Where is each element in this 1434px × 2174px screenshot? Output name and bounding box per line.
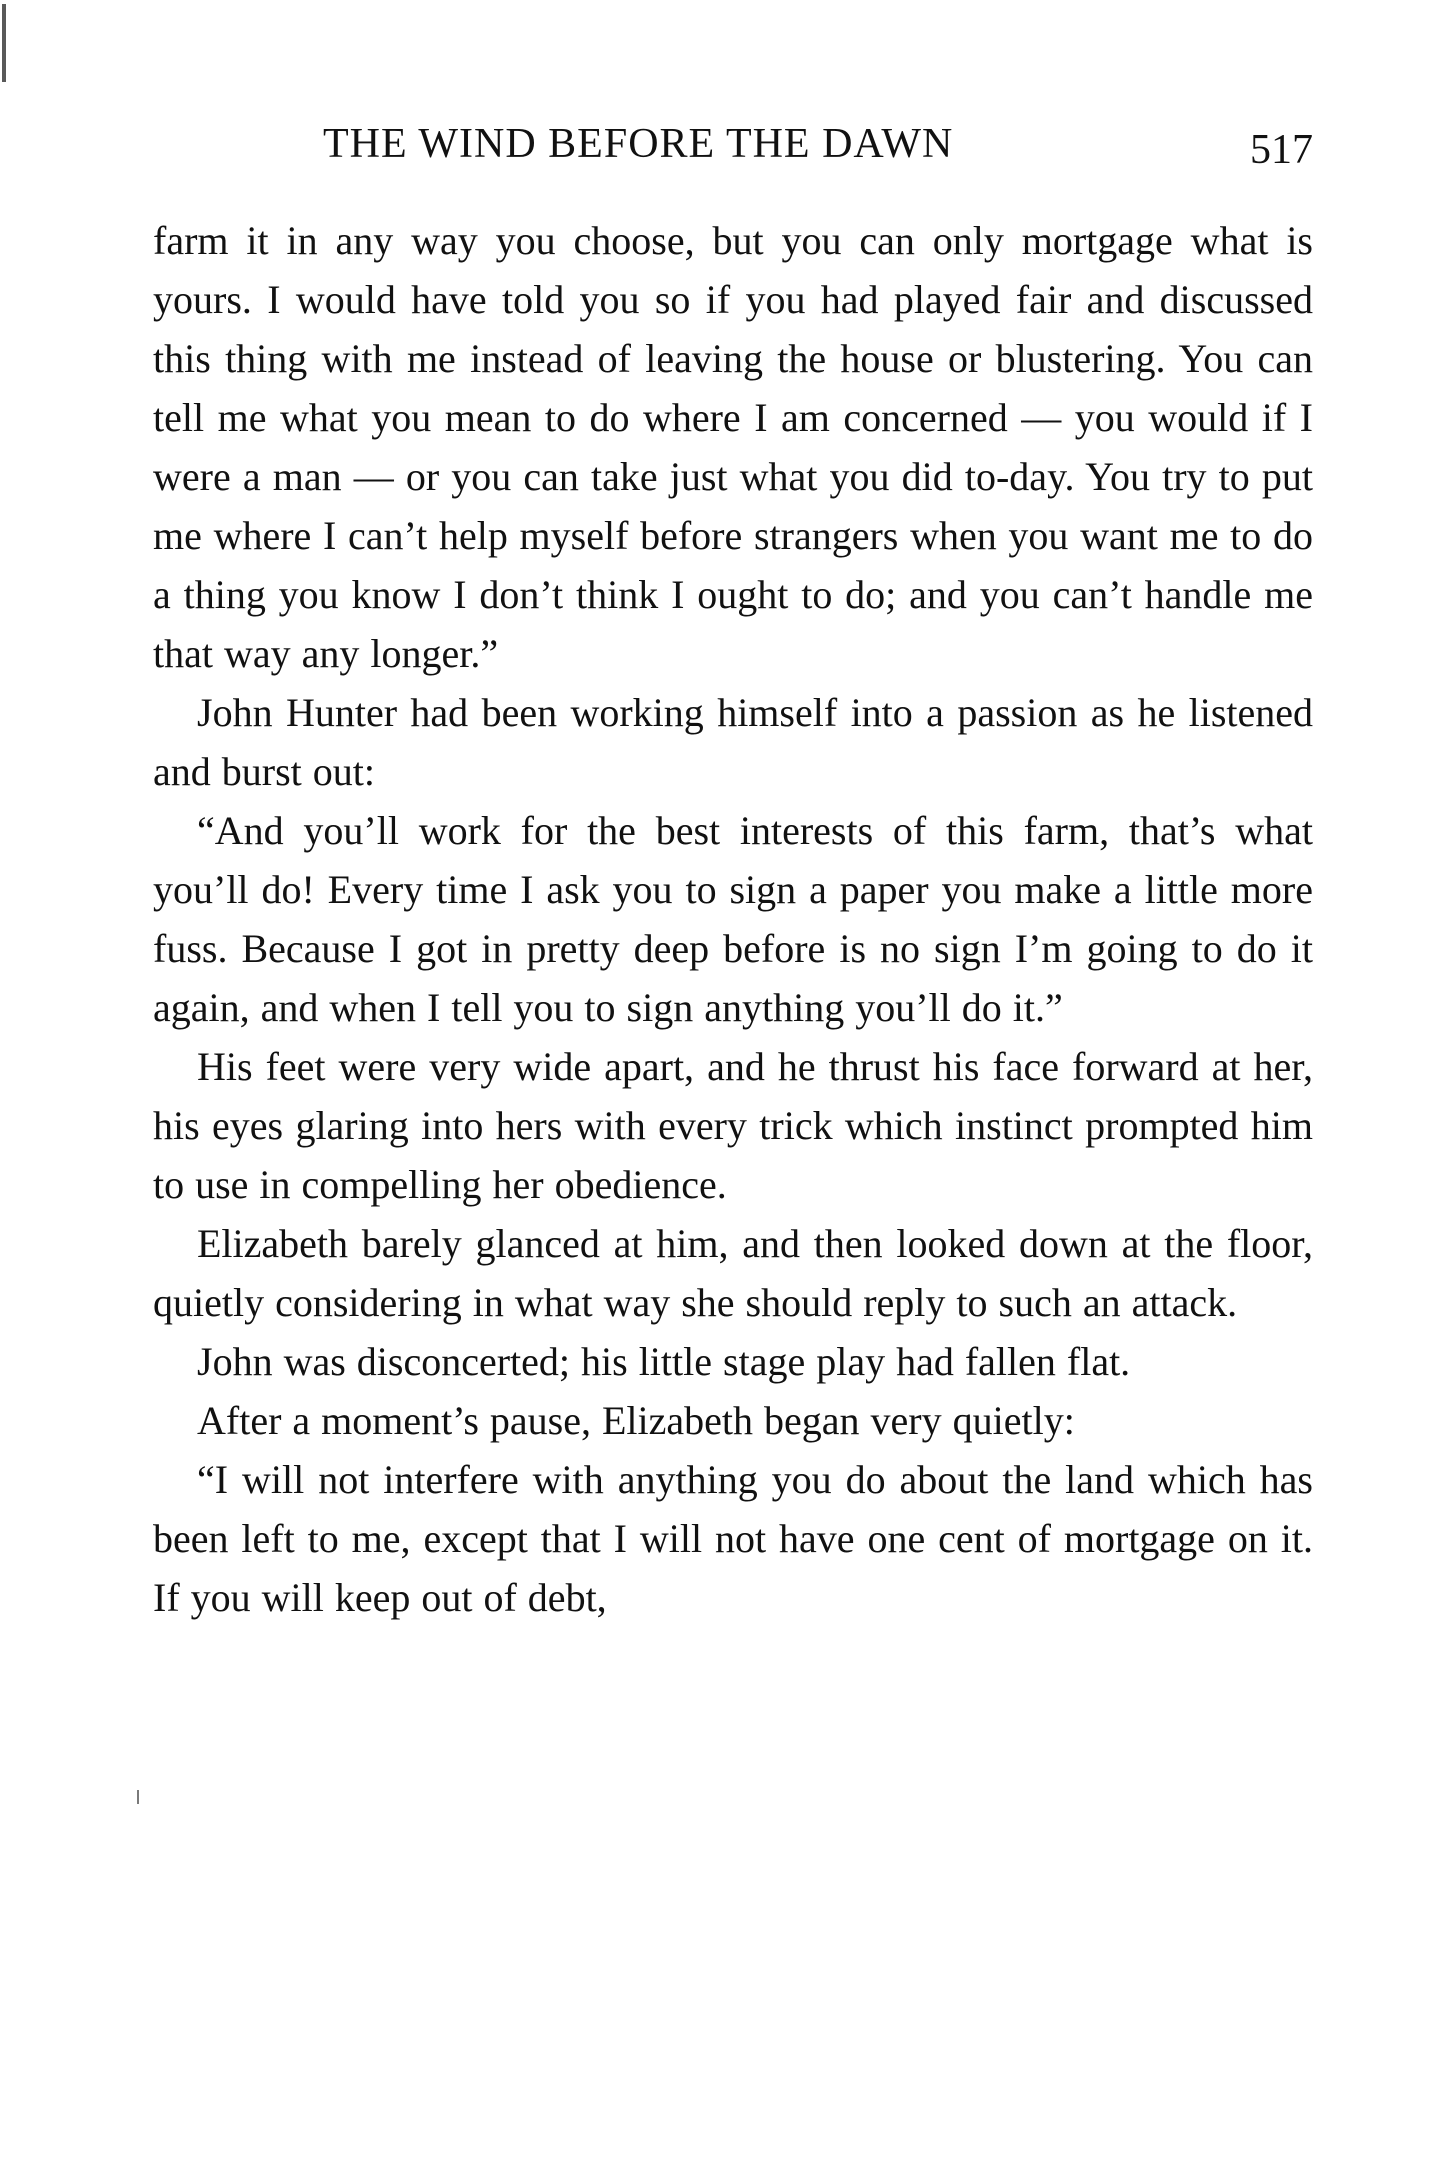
paragraph: “I will not interfere with anything you do about the land which has been left to me, except that I will not have one cent of mortgage on it. If you will keep out of debt, [153,1457,1313,1620]
paragraph: John was disconcerted; his little stage play had fallen flat. [197,1339,1131,1384]
running-title: THE WIND BEFORE THE DAWN [323,121,954,167]
paragraph: Elizabeth barely glanced at him, and then looked down at the floor, quietly considering in what way she should reply to such an attack. [153,1221,1313,1325]
paragraph: farm it in any way you choose, but you can only mortgage what is yours. I would have told you so if you had played fair and discussed this thing with me instead of leaving the house or blustering. You can tell me what you mean to do where I am concerned — you would if I were a man — or you can take just what you did to-day. You try to put me where I can’t help myself before strangers when you want me to do a thing you know I don’t think I ought to do; and you can’t handle me that way any longer.” [153,218,1313,676]
page-header [153,120,1313,180]
body-text [153,211,1313,1627]
paragraph: His feet were very wide apart, and he thrust his face forward at her, his eyes glaring into hers with every trick which instinct prompted him to use in compelling her obedience. [153,1044,1313,1207]
page-number: 517 [1250,127,1313,173]
paragraph: “And you’ll work for the best interests of this farm, that’s what you’ll do! Every time I ask you to sign a paper you make a little more fuss. Because I got in pretty deep before is no sign I’m going to do it again, and when I tell you to sign anything you’ll do it.” [153,808,1313,1030]
scan-artifact [2,4,6,82]
scan-artifact [137,1790,139,1804]
paragraph: After a moment’s pause, Elizabeth began very quietly: [197,1398,1075,1443]
paragraph: John Hunter had been working himself into a passion as he listened and burst out: [153,690,1313,794]
